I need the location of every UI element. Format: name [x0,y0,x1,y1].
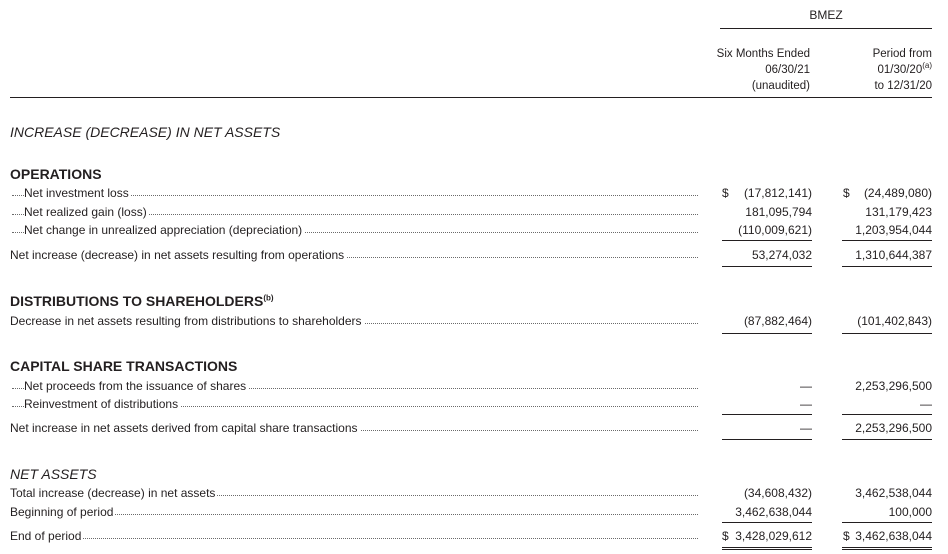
col2-date: 01/30/20 [877,64,923,76]
value-col2: 1,310,644,387 [855,248,932,262]
column-header-six-months [690,46,810,94]
value-col2: 1,203,954,044 [855,223,932,237]
col2-line1: Period from [872,48,932,60]
distributions-rule-col2 [842,333,932,334]
end-double-rule-col2 [842,547,932,550]
value-col1: (34,608,432) [743,486,812,500]
distributions-rule-col1 [722,333,812,334]
column-header-period-from [812,46,932,94]
value-col1: — [800,421,812,435]
value-col2: 3,462,538,044 [855,486,932,500]
dollar-sign: $ [722,529,729,543]
capital-subtotal-rule-col1 [722,414,812,415]
value-col1: 3,428,029,612 [735,529,812,543]
distributions-heading-text: DISTRIBUTIONS TO SHAREHOLDERS [10,293,264,309]
row-label: Net proceeds from the issuance of shares [24,379,247,393]
value-col1: 3,462,638,044 [735,505,812,519]
row-net-proceeds [0,378,948,395]
value-col2: 131,179,423 [865,205,932,219]
row-label: Net realized gain (loss) [24,205,147,219]
value-col2: 3,462,638,044 [855,529,932,543]
row-label: Net change in unrealized appreciation (depreciation) [24,223,303,237]
value-col2: 2,253,296,500 [855,379,932,393]
row-label: Beginning of period [10,505,114,519]
row-reinvestment [0,396,948,413]
end-subtotal-rule-col1 [722,522,812,523]
row-label: Total increase (decrease) in net assets [10,486,216,500]
value-col1: 53,274,032 [751,248,812,262]
capital-total-rule-col1 [722,439,812,440]
end-subtotal-rule-col2 [842,522,932,523]
col2-footnote-marker: (a) [922,61,932,71]
fund-underline [720,28,932,29]
row-label: End of period [10,529,82,543]
value-col1: (17,812,141) [743,186,812,200]
col2-line2 [812,62,932,78]
row-total-increase [0,485,948,502]
value-col1: — [800,397,812,411]
operations-heading: OPERATIONS [10,166,102,182]
fund-name: BMEZ [809,8,843,22]
row-operations-total [0,247,948,264]
row-net-investment-loss [0,185,948,202]
total-rule-col1 [722,266,812,267]
row-label: Net increase (decrease) in net assets resulting from operations [10,248,345,262]
value-col1: 181,095,794 [745,205,812,219]
row-beginning-of-period [0,504,948,521]
col1-line1: Six Months Ended [716,48,810,60]
distributions-heading [10,293,274,309]
row-distributions [0,313,948,330]
header-rule [10,97,932,98]
value-col1: (87,882,464) [743,314,812,328]
subtotal-rule-col1 [722,240,812,241]
row-label: Net investment loss [24,186,129,200]
value-col1: (110,009,621) [738,223,812,237]
distributions-footnote-marker: (b) [263,293,274,303]
value-col2: 100,000 [888,505,932,519]
col1-line3: (unaudited) [751,80,810,92]
capital-heading: CAPITAL SHARE TRANSACTIONS [10,358,238,374]
statement-title: INCREASE (DECREASE) IN NET ASSETS [10,124,281,140]
value-col2: 2,253,296,500 [855,421,932,435]
dollar-sign: $ [722,186,729,200]
col2-line3: to 12/31/20 [874,80,932,92]
leader-dots [12,538,698,539]
row-net-realized-gain [0,204,948,221]
subtotal-rule-col2 [842,240,932,241]
row-capital-total [0,420,948,437]
total-rule-col2 [842,266,932,267]
row-label: Net increase in net assets derived from capital share transactions [10,421,358,435]
end-double-rule-col1 [722,547,812,550]
value-col1: — [800,379,812,393]
row-label: Decrease in net assets resulting from distributions to shareholders [10,314,362,328]
row-end-of-period [0,528,948,545]
dollar-sign: $ [843,529,850,543]
row-label: Reinvestment of distributions [24,397,179,411]
net-assets-heading: NET ASSETS [10,466,97,482]
col1-line2: 06/30/21 [765,64,810,76]
value-col2: (101,402,843) [857,314,932,328]
capital-total-rule-col2 [842,439,932,440]
capital-subtotal-rule-col2 [842,414,932,415]
value-col2: (24,489,080) [863,186,932,200]
value-col2: — [920,397,932,411]
dollar-sign: $ [843,186,850,200]
row-net-change-unrealized [0,222,948,239]
